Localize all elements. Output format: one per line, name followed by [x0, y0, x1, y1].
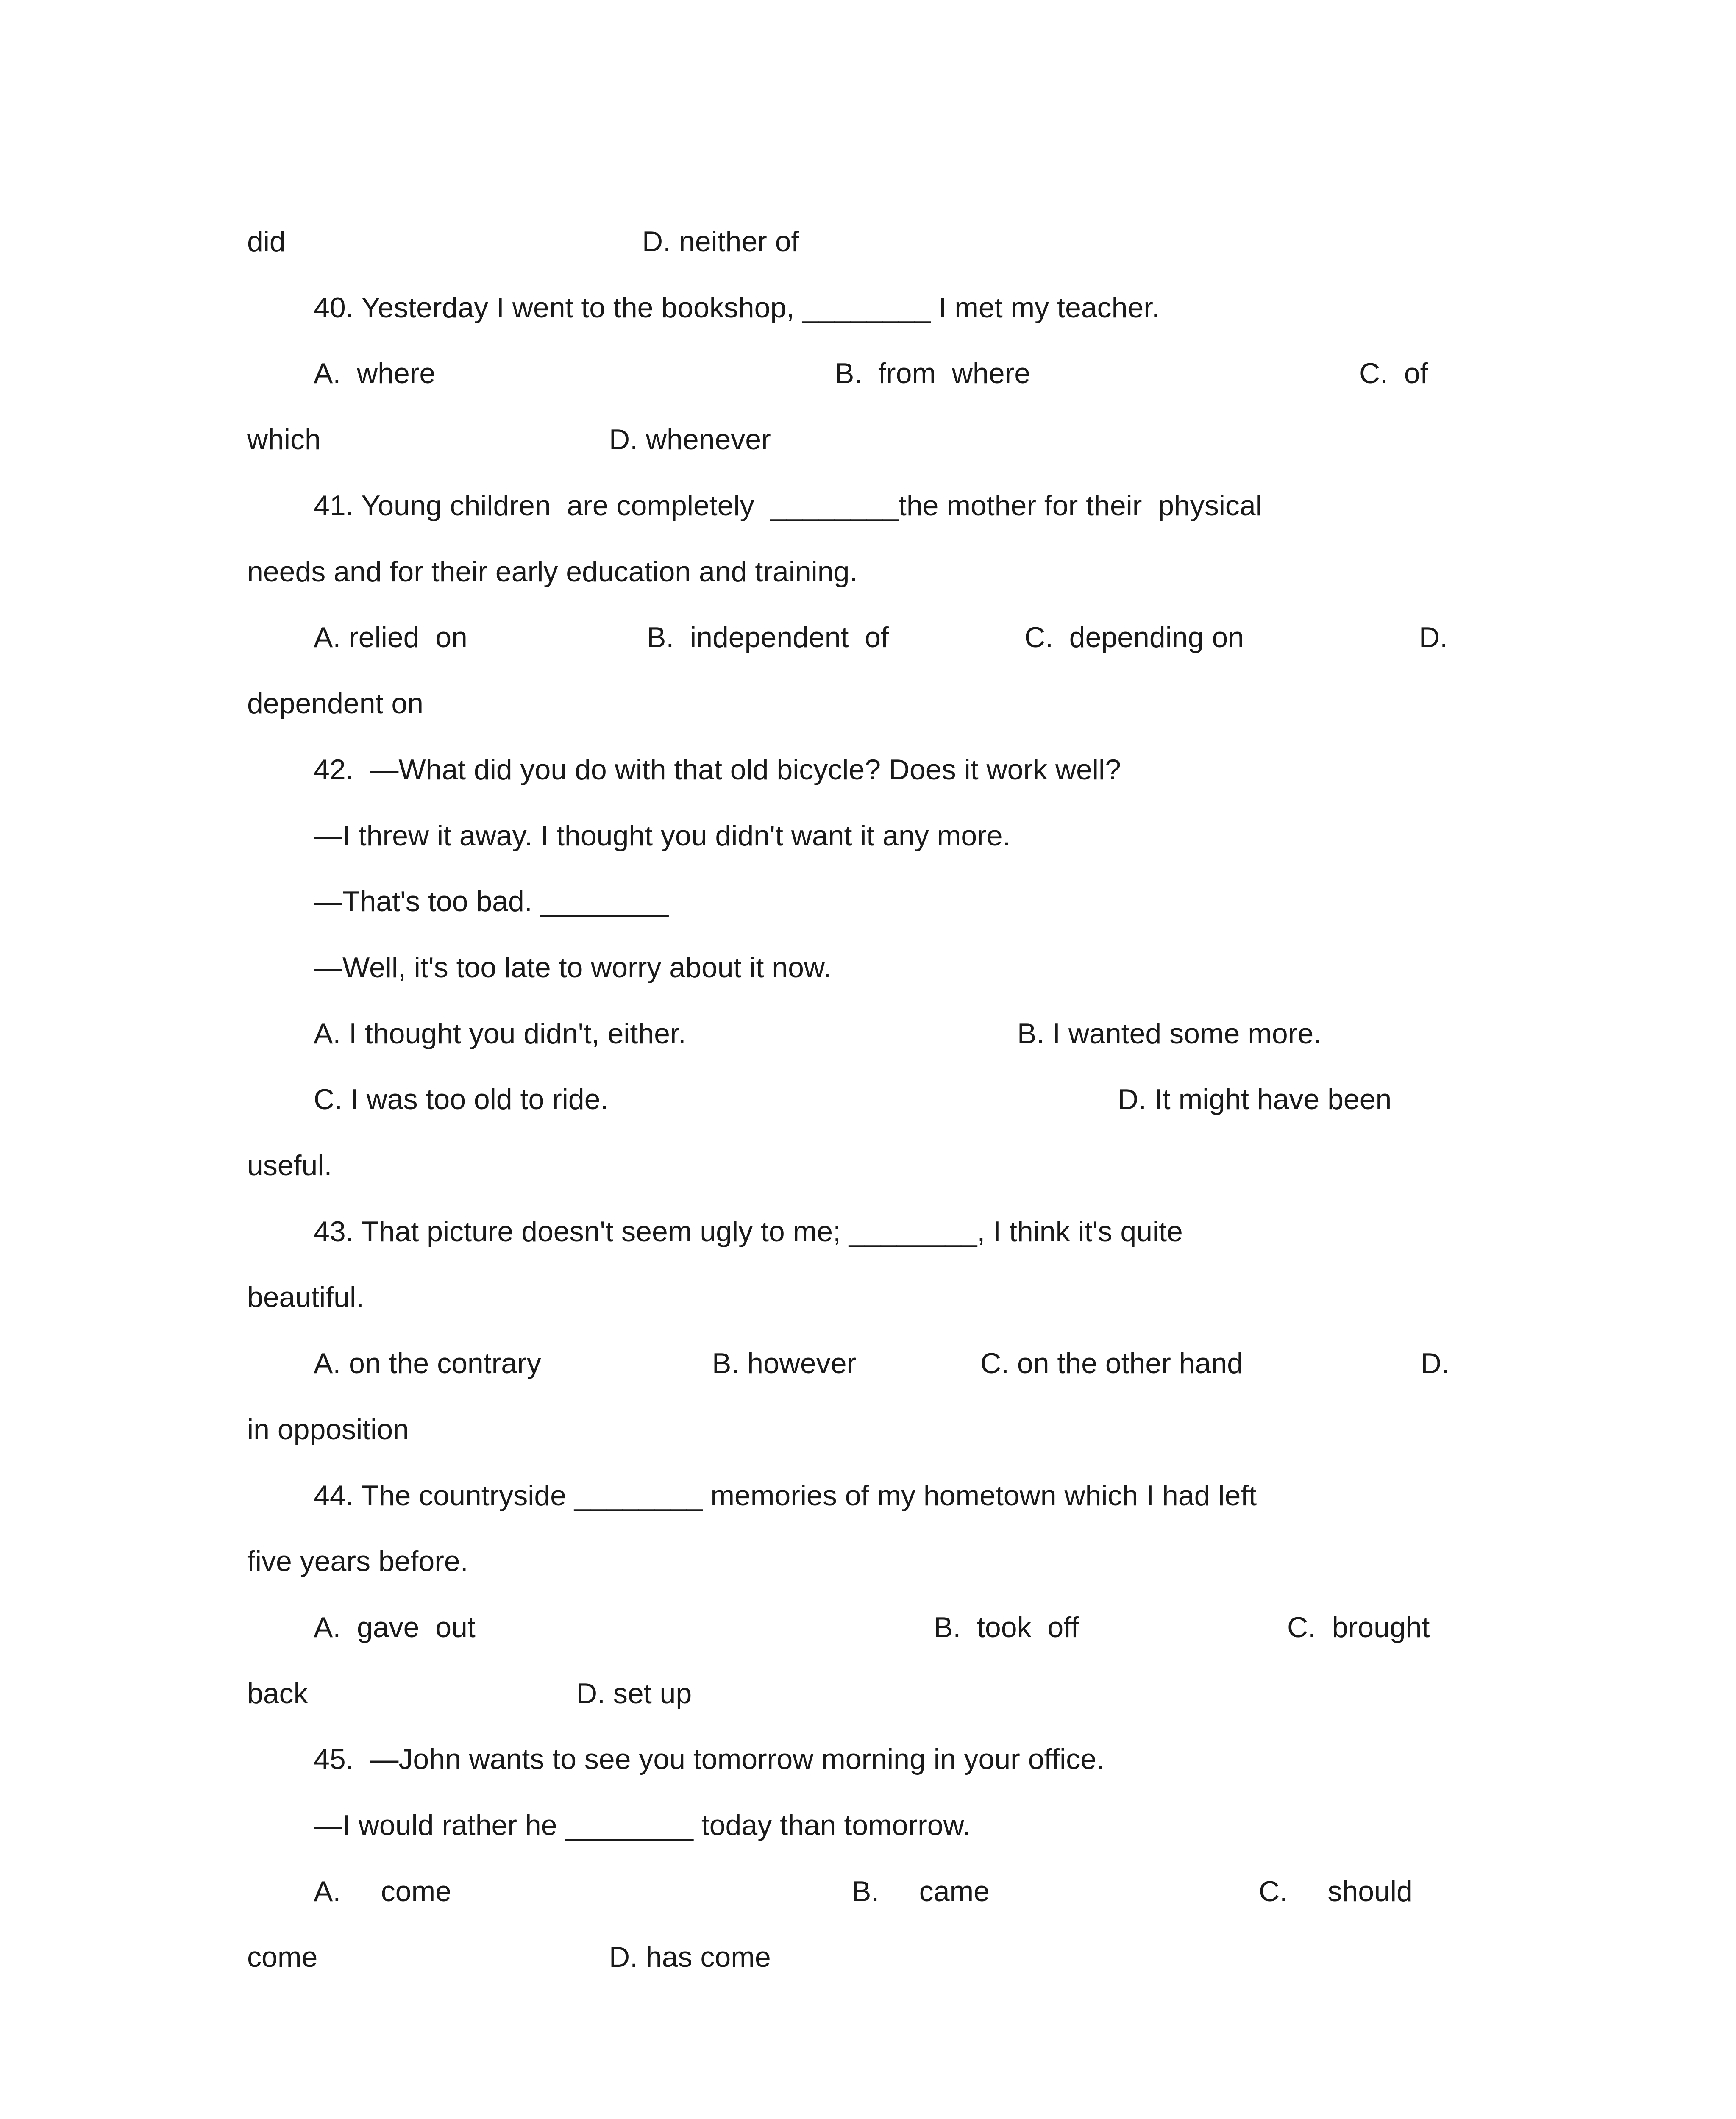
q40-option-b: B. from where: [835, 357, 1031, 389]
q45-option-a: A. come: [314, 1875, 451, 1908]
q45-option-c: C. should: [1259, 1875, 1413, 1908]
q40-option-c: C. of: [1359, 357, 1428, 389]
q43-question-continued: beautiful.: [247, 1281, 364, 1313]
q40-option-d: D. whenever: [609, 423, 771, 456]
q42-dialogue-line-3: —That's too bad. ________: [314, 885, 669, 918]
q44-option-b: B. took off: [934, 1611, 1079, 1643]
q42-option-a: A. I thought you didn't, either.: [314, 1018, 686, 1050]
q41-option-b: B. independent of: [647, 621, 889, 653]
q41-option-a: A. relied on: [314, 621, 467, 653]
q44-question-continued: five years before.: [247, 1545, 468, 1577]
q45-option-b: B. came: [852, 1875, 990, 1908]
q42-option-d: D. It might have been: [1118, 1083, 1392, 1115]
q45-option-c-continued: come: [247, 1941, 318, 1973]
q43-option-c: C. on the other hand: [980, 1347, 1244, 1379]
q41-option-d-label: D.: [1419, 621, 1448, 653]
q39-option-d: D. neither of: [642, 225, 799, 258]
q42-option-d-continued: useful.: [247, 1149, 332, 1182]
q40-option-c-continued: which: [247, 423, 321, 456]
q43-option-d-label: D.: [1421, 1347, 1449, 1379]
q45-question: 45. —John wants to see you tomorrow morning in your office.: [314, 1743, 1104, 1775]
q43-question: 43. That picture doesn't seem ugly to me; ________, I think it's quite: [314, 1215, 1183, 1248]
q45-option-d: D. has come: [609, 1941, 771, 1973]
q39-option-c-continued: did: [247, 225, 286, 258]
q45-dialogue-line-2: —I would rather he ________ today than tomorrow.: [314, 1809, 971, 1841]
q44-option-d: D. set up: [576, 1677, 692, 1710]
q41-question-continued: needs and for their early education and training.: [247, 556, 858, 588]
q44-option-a: A. gave out: [314, 1611, 476, 1643]
q44-question: 44. The countryside ________ memories of my hometown which I had left: [314, 1479, 1257, 1512]
q43-option-d: in opposition: [247, 1413, 409, 1446]
q42-dialogue-line-2: —I threw it away. I thought you didn't want it any more.: [314, 820, 1011, 852]
q42-option-c: C. I was too old to ride.: [314, 1083, 609, 1115]
q41-option-c: C. depending on: [1024, 621, 1244, 653]
q42-question: 42. —What did you do with that old bicycle? Does it work well?: [314, 754, 1121, 786]
q41-question: 41. Young children are completely ________the mother for their physical: [314, 489, 1262, 522]
q42-dialogue-line-4: —Well, it's too late to worry about it now.: [314, 951, 832, 984]
q42-option-b: B. I wanted some more.: [1017, 1018, 1322, 1050]
q44-option-c: C. brought: [1287, 1611, 1430, 1643]
q40-question: 40. Yesterday I went to the bookshop, ________ I met my teacher.: [314, 292, 1160, 324]
q40-option-a: A. where: [314, 357, 436, 389]
q41-option-d: dependent on: [247, 687, 423, 720]
q44-option-c-continued: back: [247, 1677, 308, 1710]
q43-option-a: A. on the contrary: [314, 1347, 541, 1379]
q43-option-b: B. however: [712, 1347, 857, 1379]
